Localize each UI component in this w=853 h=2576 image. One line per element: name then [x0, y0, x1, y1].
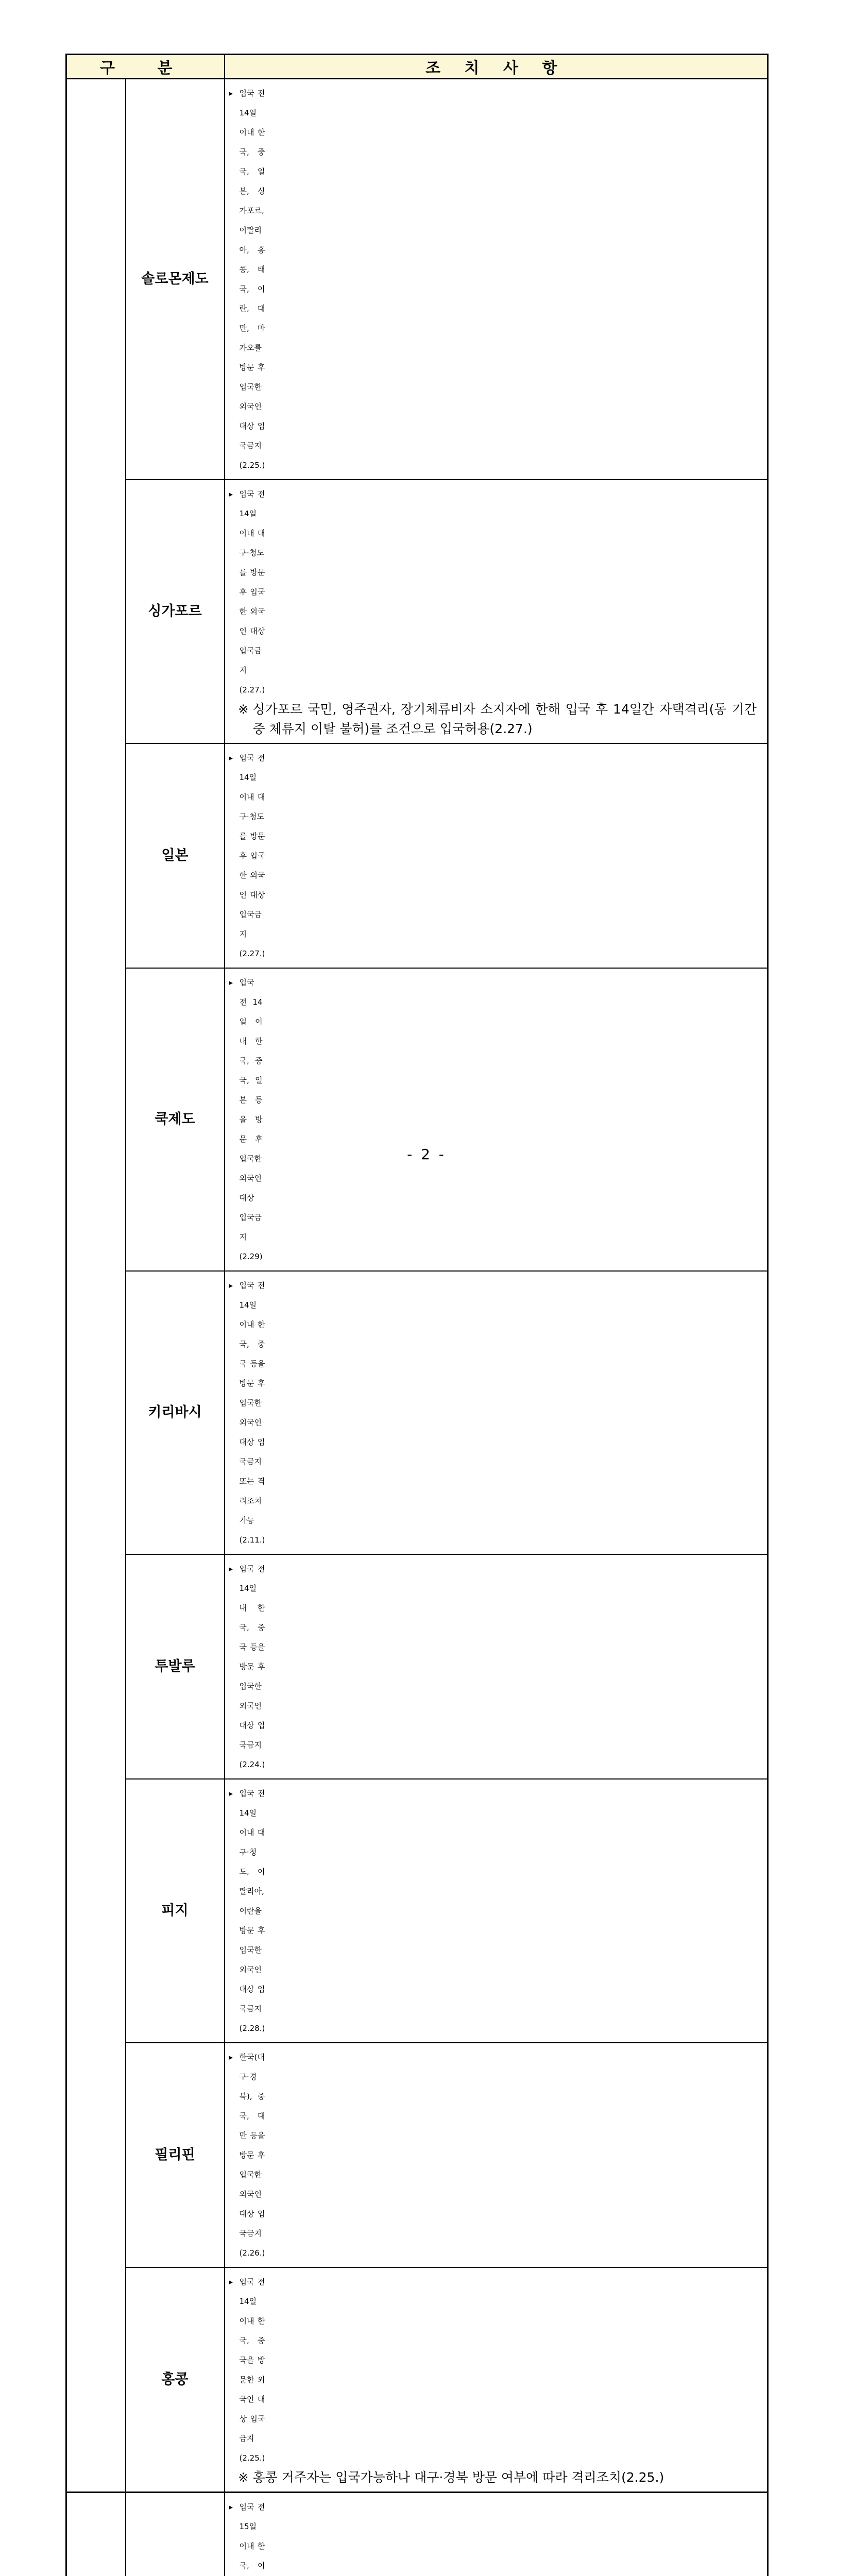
- measure-text: 한국(대구·경북), 중국, 대만 등을 방문 후 입국한 외국인 대상 입국금지(2.26.): [240, 2047, 265, 2263]
- country-cell: [126, 2267, 225, 2493]
- measure-line: [229, 748, 240, 963]
- page-number: - 2 -: [0, 1146, 853, 1163]
- measure-line: [229, 1276, 240, 1550]
- note-mark: ※: [229, 2468, 253, 2487]
- bullet-icon: ▸: [229, 2497, 240, 2576]
- measure-text: 입국 전 14일 이내 한국, 중국, 일본, 싱가포르, 이탈리아, 홍콩, 태국, 이란, 대만, 마카오를 방문 후 입국한 외국인 대상 입국금지(2.25.): [240, 83, 265, 475]
- table-row: [66, 480, 768, 743]
- measure-line: [229, 484, 240, 700]
- measures-cell: [225, 743, 768, 968]
- measure-line: [229, 2272, 240, 2468]
- measures-cell: [225, 480, 768, 743]
- country-cell: [126, 1271, 225, 1554]
- table-row: [66, 2043, 768, 2267]
- bullet-icon: ▸: [229, 1559, 240, 1774]
- region-cell: [66, 2493, 126, 2576]
- table-row: [66, 1271, 768, 1554]
- measure-text: 싱가포르 국민, 영주권자, 장기체류비자 소지자에 한해 입국 후 14일간 자택격리(동 기간 중 체류지 이탈 불허)를 조건으로 입국허용(2.27.): [253, 700, 757, 739]
- bullet-icon: ▸: [229, 973, 240, 1266]
- country-name: 쿡제도: [126, 1110, 224, 1129]
- table-row: [66, 968, 768, 1271]
- measure-text: 입국 전 14일 이내 대구·청도를 방문 후 입국한 외국인 대상 입국금지(2.27.): [240, 748, 265, 963]
- bullet-icon: ▸: [229, 484, 240, 700]
- header-measures: 조 치 사 항: [225, 55, 768, 79]
- measure-line: [229, 1784, 240, 2038]
- bullet-icon: ▸: [229, 2047, 240, 2263]
- note-line: [229, 700, 757, 739]
- bullet-icon: ▸: [229, 748, 240, 963]
- measure-line: [229, 2047, 240, 2263]
- country-name: 키리바시: [126, 1403, 224, 1422]
- country-cell: [126, 480, 225, 743]
- measure-line: [229, 973, 240, 1266]
- note-mark: ※: [229, 700, 253, 739]
- table-row: [66, 79, 768, 480]
- header-category: 구 분: [66, 55, 225, 79]
- note-line: [229, 2468, 757, 2487]
- bullet-icon: ▸: [229, 1276, 240, 1550]
- measures-cell: [225, 1779, 768, 2043]
- table-row: [66, 1779, 768, 2043]
- header-row: [66, 55, 768, 79]
- country-cell: [126, 2043, 225, 2267]
- country-name: 홍콩: [126, 2370, 224, 2389]
- measure-text: 입국 전 15일 이내 한국, 이: [240, 2497, 265, 2576]
- country-name: 필리핀: [126, 2145, 224, 2165]
- table-row: [66, 2267, 768, 2493]
- bullet-icon: ▸: [229, 83, 240, 475]
- measures-cell: [225, 2267, 768, 2493]
- measure-text: 입국 전 14일 이내 한국, 중국 등을 방문 후 입국한 외국인 대상 입국금지 또는 격리조치 가능(2.11.): [240, 1276, 265, 1550]
- measures-cell: [225, 79, 768, 480]
- table-body: [66, 55, 768, 2576]
- table-row: [66, 2493, 768, 2576]
- measure-text: 입국 전 14일 이내 대구·청도를 방문 후 입국한 외국인 대상 입국금지(2.27.): [240, 484, 265, 700]
- country-cell: [126, 968, 225, 1271]
- measures-cell: [225, 968, 768, 1271]
- country-name: 일본: [126, 846, 224, 866]
- region-cell: [66, 79, 126, 2493]
- measures-cell: [225, 1271, 768, 1554]
- country-cell: [126, 743, 225, 968]
- measure-text: 입국 전 14일 이내 한국, 중국을 방문한 외국인 대상 입국금지(2.25.): [240, 2272, 265, 2468]
- measure-text: 홍콩 거주자는 입국가능하나 대구·경북 방문 여부에 따라 격리조치(2.25.): [253, 2468, 757, 2487]
- measures-cell: [225, 1554, 768, 1779]
- measure-text: 입국 전 14일 내 한국, 중국 등을 방문 후 입국한 외국인 대상 입국금지(2.24.): [240, 1559, 265, 1774]
- country-cell: [126, 1554, 225, 1779]
- country-name: 싱가포르: [126, 602, 224, 621]
- measure-line: [229, 2497, 240, 2576]
- measure-line: [229, 83, 240, 475]
- country-cell: [126, 2493, 225, 2576]
- table-row: [66, 1554, 768, 1779]
- country-name: 솔로몬제도: [126, 269, 224, 289]
- table-row: [66, 743, 768, 968]
- measures-cell: [225, 2043, 768, 2267]
- measure-text: 입국 전 14일 이내 대구·청도, 이탈리아, 이란을 방문 후 입국한 외국인 대상 입국금지(2.28.): [240, 1784, 265, 2038]
- measures-cell: [225, 2493, 768, 2576]
- entry-restrictions-table: [65, 54, 769, 2576]
- country-cell: [126, 79, 225, 480]
- measure-text: 입국 전 14일 이내 한국, 중국, 일본 등을 방문 후 입국한 외국인 대상 입국금지(2.29): [240, 973, 263, 1266]
- country-name: 투발루: [126, 1657, 224, 1676]
- bullet-icon: ▸: [229, 1784, 240, 2038]
- country-name: 피지: [126, 1901, 224, 1921]
- measure-line: [229, 1559, 240, 1774]
- country-cell: [126, 1779, 225, 2043]
- bullet-icon: ▸: [229, 2272, 240, 2468]
